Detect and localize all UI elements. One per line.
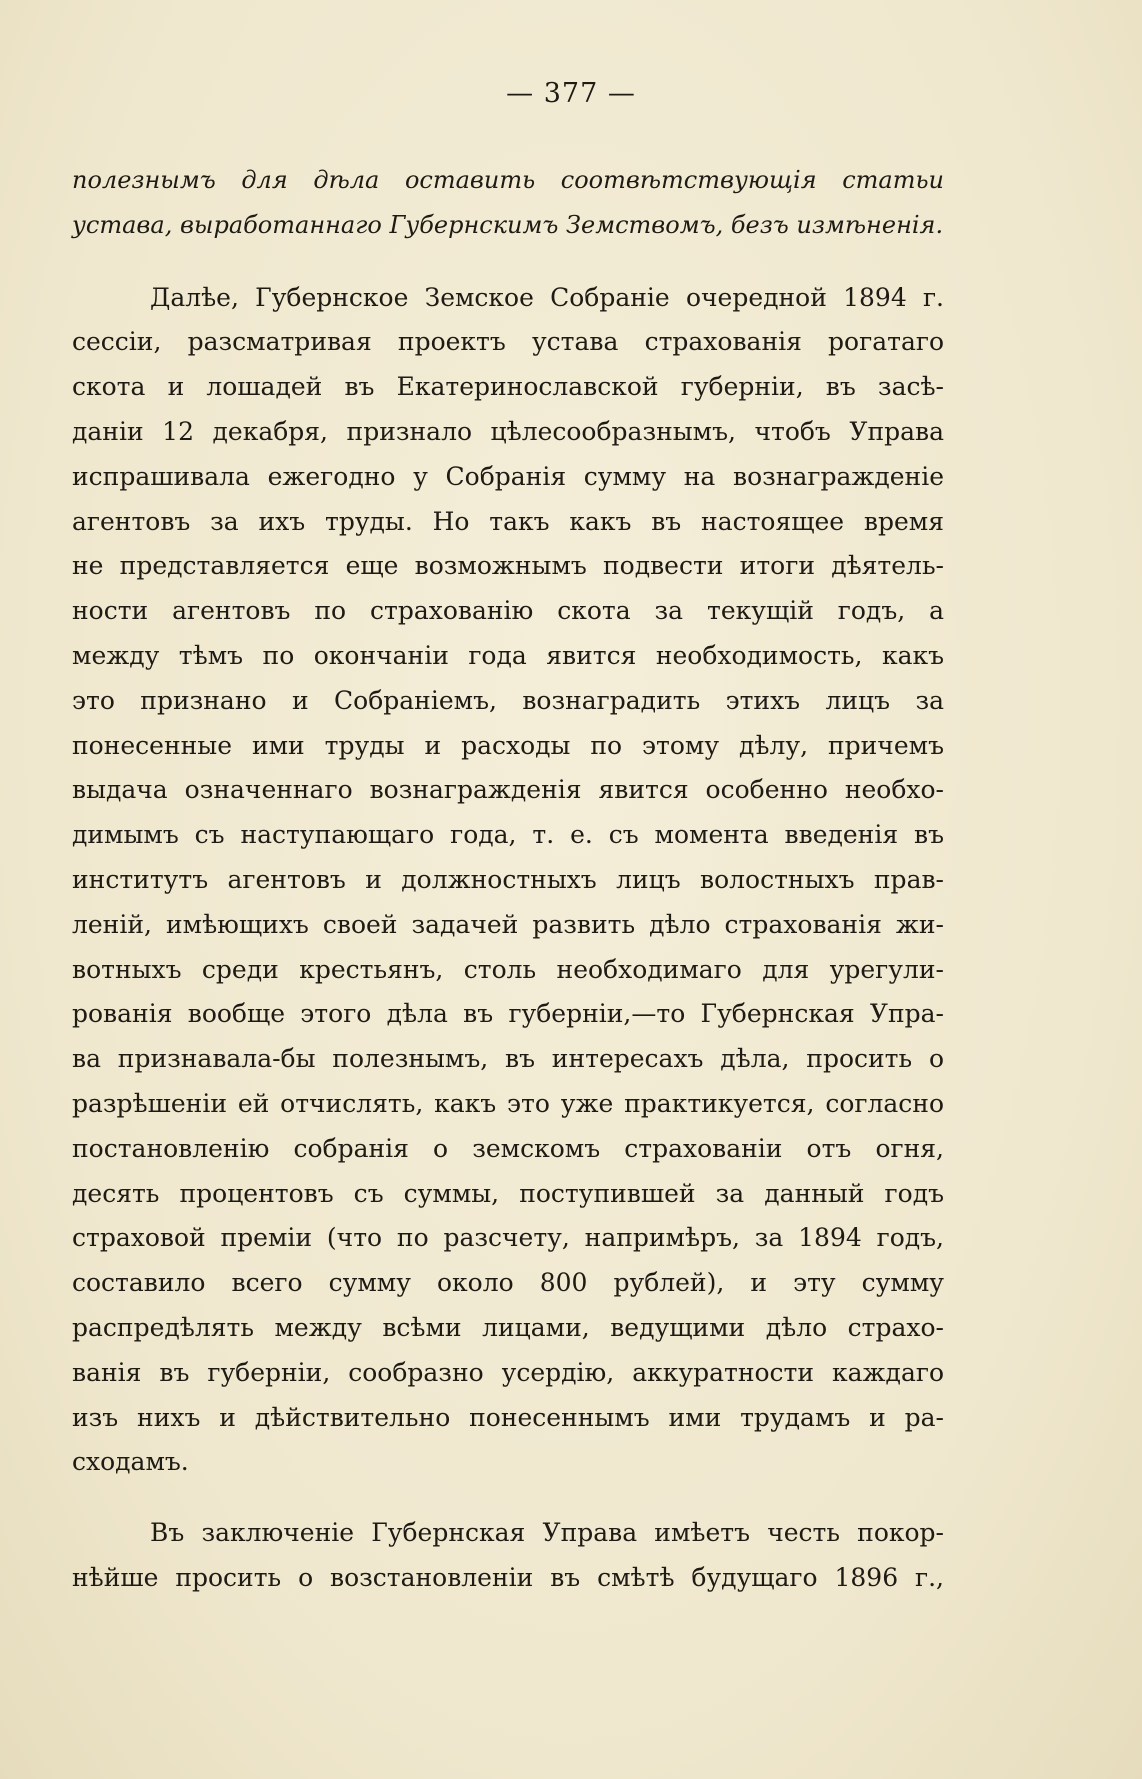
text-line: нѣйше просить о возстановленіи въ смѣтѣ будущаго 1896 г., [72,1562,944,1592]
text-line: устава, выработаннаго Губернскимъ Земствомъ, безъ измѣненія. [72,210,944,239]
text-line: агентовъ за ихъ труды. Но такъ какъ въ настоящее время [72,506,944,536]
paragraph-2 [72,1511,944,1601]
text-line: ва признавала-бы полезнымъ, въ интересахъ дѣла, просить о [72,1044,944,1074]
text-line: Далѣе, Губернское Земское Собраніе очередной 1894 г. [150,282,944,312]
paragraph-1 [72,276,944,1486]
text-line: сходамъ. [72,1447,189,1477]
text-line: между тѣмъ по окончаніи года явится необходимость, какъ [72,640,944,670]
text-line: страховой преміи (что по разсчету, напримѣръ, за 1894 годъ, [72,1223,944,1253]
text-line: составило всего сумму около 800 рублей), и эту сумму [72,1268,944,1298]
text-line: институтъ агентовъ и должностныхъ лицъ волостныхъ прав- [72,864,944,894]
text-line: ванія въ губерніи, сообразно усердію, аккуратности каждаго [72,1357,944,1387]
text-line: не представляется еще возможнымъ подвести итоги дѣятель- [72,551,944,581]
text-line: даніи 12 декабря, признало цѣлесообразнымъ, чтобъ Управа [72,416,944,446]
text-line: димымъ съ наступающаго года, т. е. съ момента введенія въ [72,820,944,850]
text-line: выдача означеннаго вознагражденія явится особенно необхо- [72,775,944,805]
text-line: понесенные ими труды и расходы по этому дѣлу, причемъ [72,730,944,760]
text-line: постановленію собранія о земскомъ страхованіи отъ огня, [72,1133,944,1163]
text-column [72,158,944,1601]
text-line: распредѣлять между всѣми лицами, ведущими дѣло страхо- [72,1312,944,1342]
text-line: изъ нихъ и дѣйствительно понесеннымъ ими трудамъ и ра- [72,1402,944,1432]
text-line: ности агентовъ по страхованію скота за текущій годъ, а [72,596,944,626]
page-number: — 377 — [506,78,636,109]
text-line: испрашивала ежегодно у Собранія сумму на вознагражденіе [72,461,944,491]
text-line: десять процентовъ съ суммы, поступившей за данный годъ [72,1178,944,1208]
text-line: рованія вообще этого дѣла въ губерніи,—то Губернская Упра- [72,999,944,1029]
text-line: разрѣшеніи ей отчислять, какъ это уже практикуется, согласно [72,1088,944,1118]
text-line: сессіи, разсматривая проектъ устава страхованія рогатаго [72,327,944,357]
text-line: вотныхъ среди крестьянъ, столь необходимаго для урегули- [72,954,944,984]
text-line: это признано и Собраніемъ, вознаградить этихъ лицъ за [72,685,944,715]
intro-italic-block [72,158,944,248]
text-line: Въ заключеніе Губернская Управа имѣетъ честь покор- [150,1518,944,1548]
text-line: леній, имѣющихъ своей задачей развить дѣло страхованія жи- [72,909,944,939]
text-line: скота и лошадей въ Екатеринославской губерніи, въ засѣ- [72,372,944,402]
text-line: полезнымъ для дѣла оставить соотвѣтствующія статьи [72,166,944,194]
